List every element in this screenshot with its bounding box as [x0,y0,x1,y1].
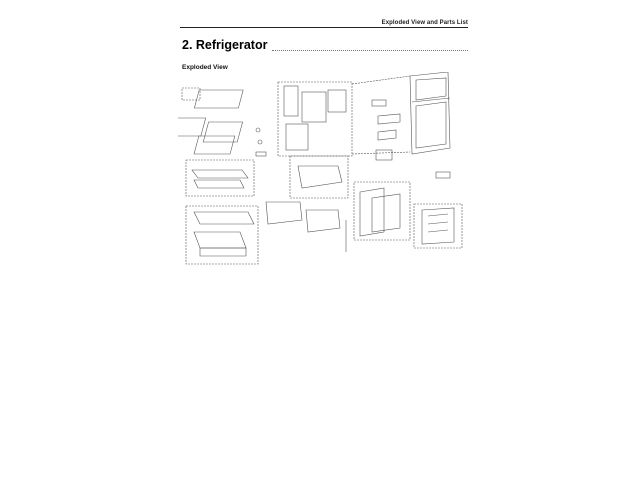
part-crisper-glass [194,180,244,188]
part-coil-3 [428,230,448,232]
part-dispenser-body [298,166,342,188]
part-hinge [372,100,386,106]
part-shelf-left [178,118,206,136]
part-tray-left [266,202,302,224]
part-coil-1 [428,214,448,216]
part-cover-small [182,88,200,100]
part-small-bracket [436,172,450,178]
part-tray-right [306,210,340,232]
part-drawer-base [200,248,246,256]
part-bracket [256,152,266,156]
header-section-label: Exploded View and Parts List [381,20,468,26]
part-crisper-cover [192,170,248,178]
part-control-panel [284,86,298,116]
page-title: 2. Refrigerator [182,38,268,52]
group-dispenser [290,156,348,198]
part-fan-motor [328,90,346,112]
part-sensor [376,150,392,160]
group-control-box [278,82,352,156]
part-coil-2 [428,222,448,224]
group-door [354,182,410,240]
part-cabinet-upper [416,78,446,100]
part-screw-b [258,140,262,144]
part-filter [378,130,396,140]
part-door-inner [372,194,400,232]
group-freezer-drawer [186,206,258,264]
title-rule [272,50,468,51]
part-grille [378,114,400,124]
part-duct [302,92,326,122]
section-subtitle: Exploded View [182,64,228,71]
part-drawer-cover [194,212,254,224]
part-back-panel [422,208,454,244]
part-screw-a [256,128,260,132]
link-line-b [352,152,410,154]
group-back-panel [414,204,462,248]
part-shelf-top [194,90,243,108]
link-line-a [352,76,410,84]
exploded-view-diagram [178,72,468,268]
part-drawer-box [194,232,246,248]
part-evaporator [286,124,308,150]
part-shelf-lower [194,136,235,154]
part-cabinet-lower [416,102,446,148]
part-shelf-right [203,122,242,142]
header-rule [180,27,468,28]
